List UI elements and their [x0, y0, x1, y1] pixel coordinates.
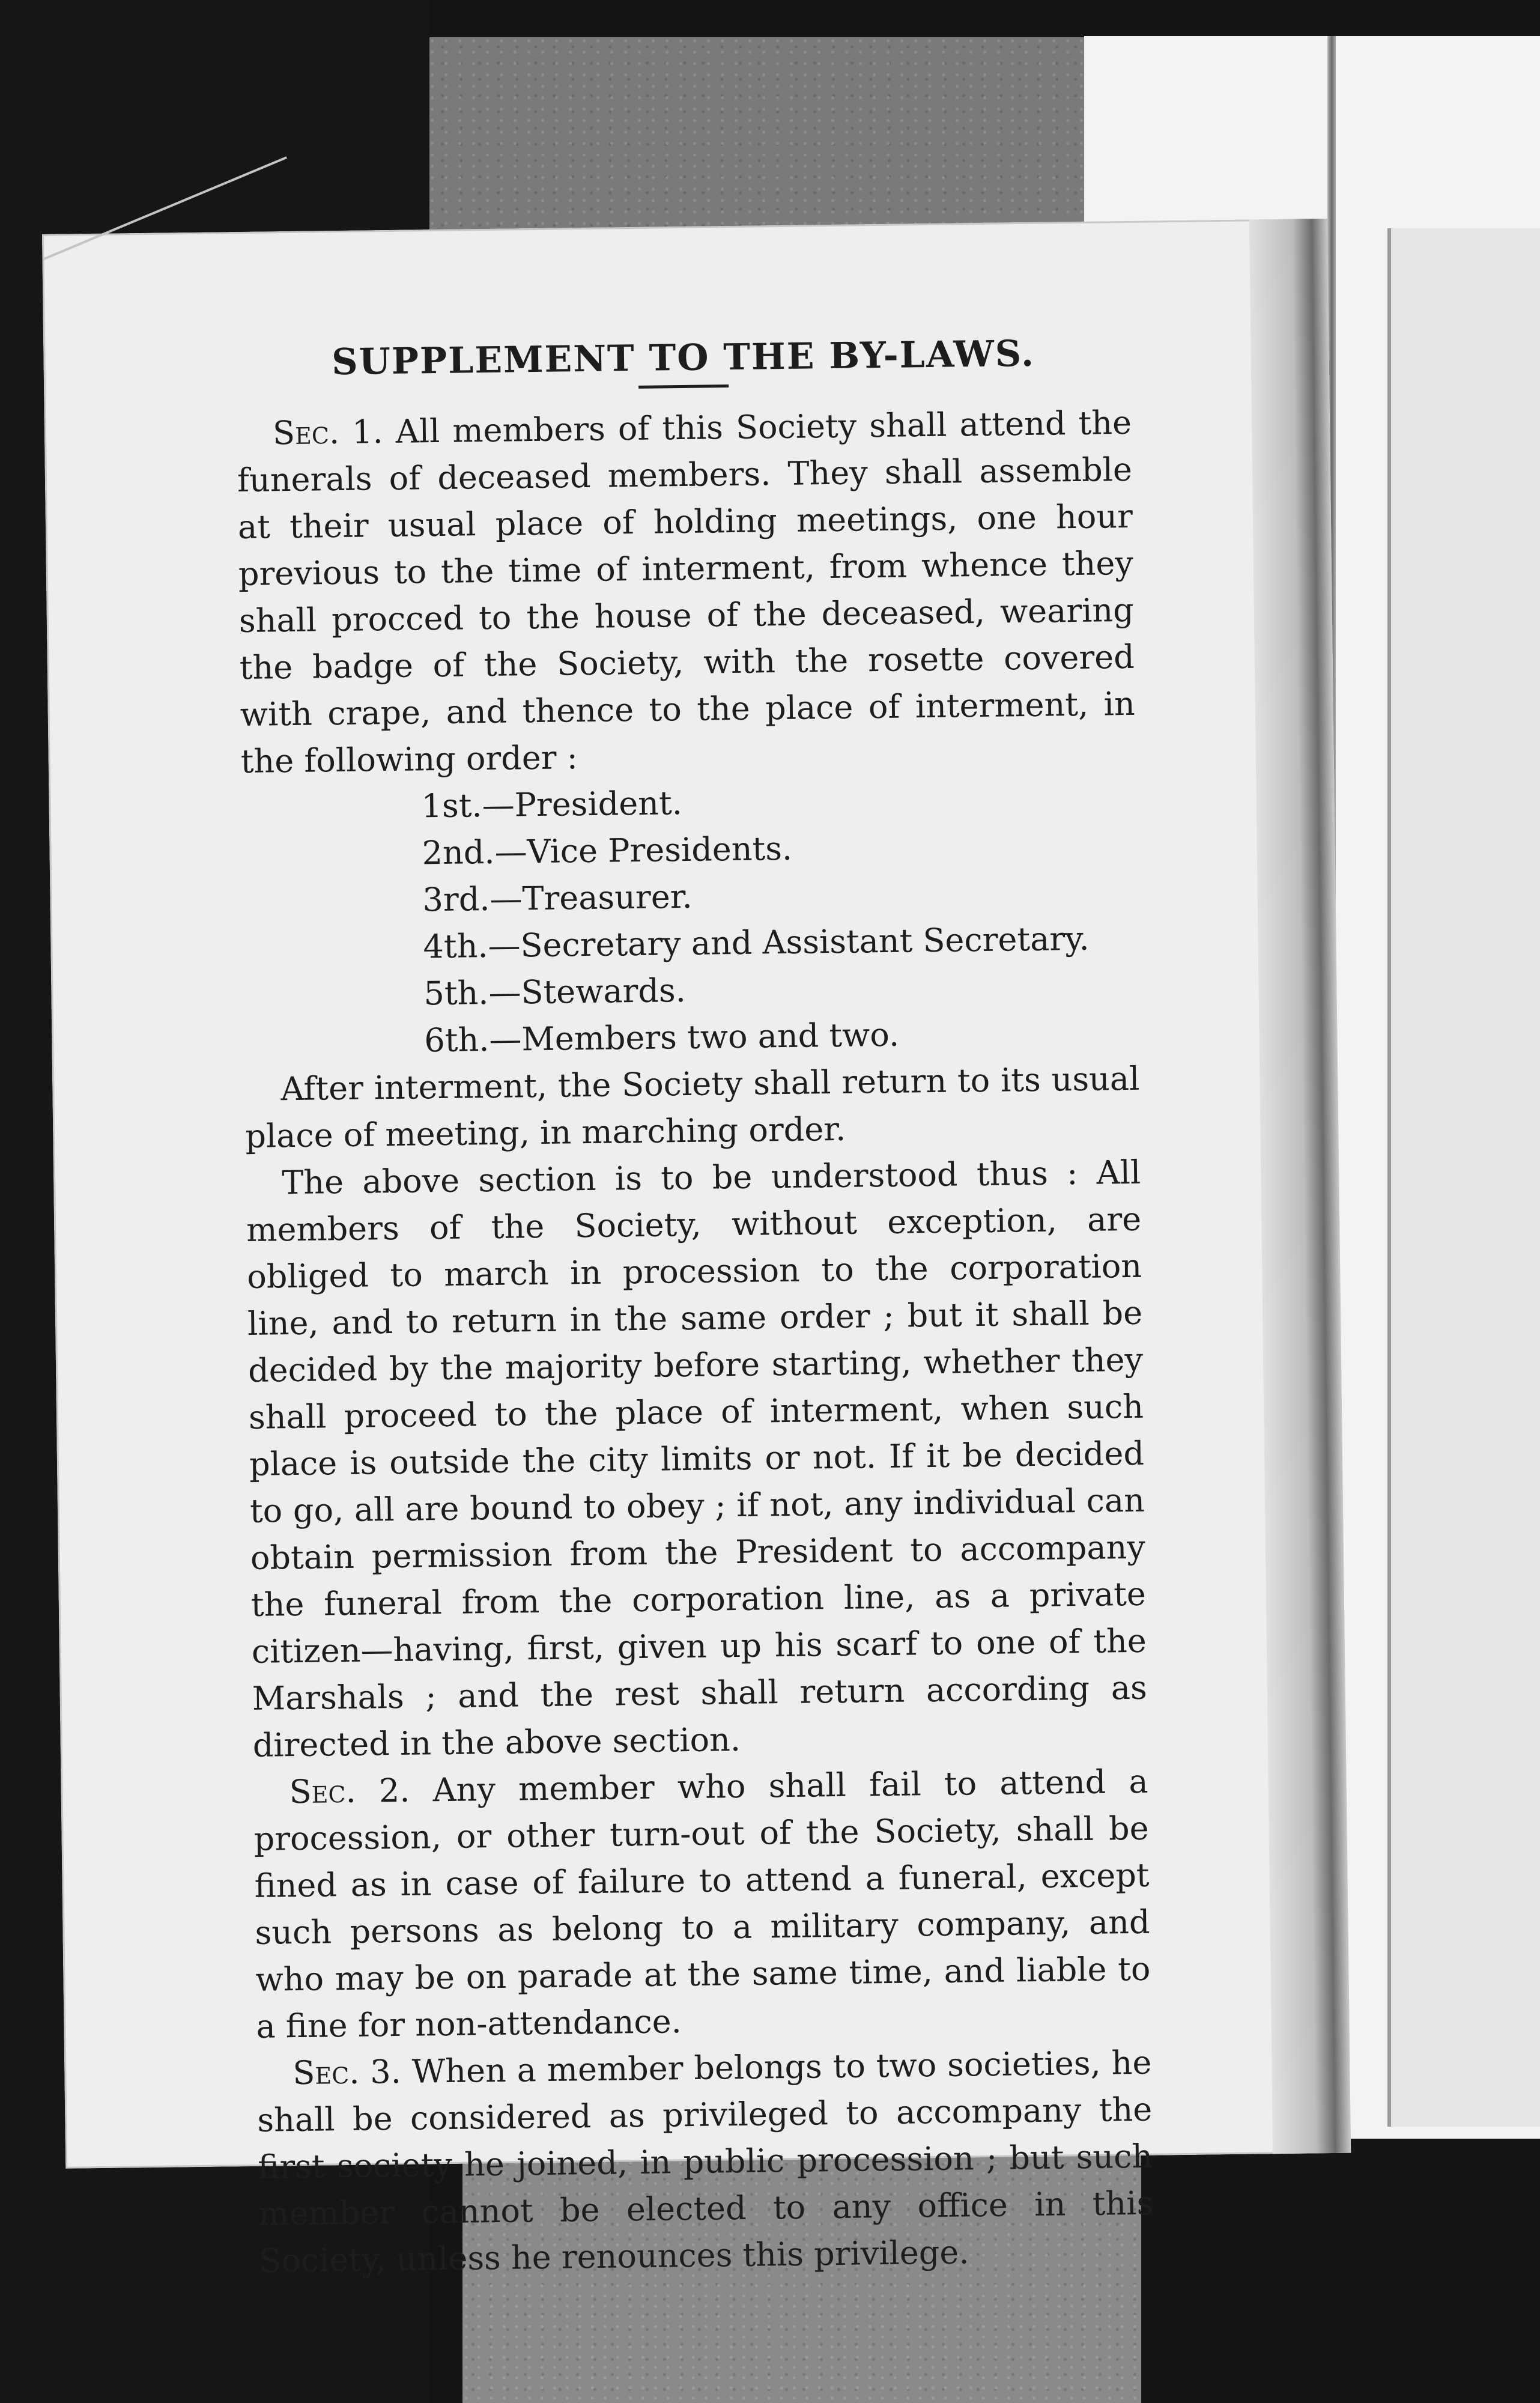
understood-paragraph: The above section is to be understood thus : All members of the Society, without exception, are obliged to march in procession to the corporation line, and to return in the same order ; but it shall be decided by the majority before starting, whether they shall proceed to the place of interment, when such place is outside the city limits or not. If it be decided to go, all are bound to obey ; if not, any individual can obtain permission from the President to accompany the funeral from the corporation line, as a private citizen—having, first, given up his scarf to one of the Marshals ; and the rest shall return according as directed in the above section. [246, 1153, 1148, 1764]
order-item: 4th.—Secretary and Assistant Secretary. [423, 919, 1090, 966]
section-2-label: Sec. 2. [289, 1771, 410, 1811]
document-title: SUPPLEMENT TO THE BY-LAWS. [331, 332, 1035, 384]
order-item: 2nd.—Vice Presidents. [422, 829, 793, 872]
section-1 [237, 399, 1136, 785]
section-3-label: Sec. 3. [293, 2052, 402, 2092]
order-item: 1st.—President. [421, 784, 683, 825]
document-page [42, 219, 1351, 2280]
after-interment-paragraph: After interment, the Society shall return to its usual place of meeting, in marching order. [244, 1059, 1140, 1155]
document-text [235, 329, 1154, 2285]
procession-order-list [241, 774, 1139, 1066]
section-2-text: Any member who shall fail to attend a procession, or other turn-out of the Society, shall be fined as in case of failure to attend a funeral, except such persons as belong to a military company, and who may be on parade at the same time, and liable to a fine for non-attendance. [253, 1762, 1151, 2046]
dark-background-corner [1141, 2139, 1540, 2403]
section-3-text: When a member belongs to two societies, he shall be considered as privileged to accompany the first society he joined, in public procession ; but such member cannot be elected to any office in this Society, unless he renounces this privilege. [256, 2043, 1154, 2280]
order-item: 3rd.—Treasurer. [422, 877, 693, 919]
order-item: 5th.—Stewards. [423, 971, 687, 1013]
adjacent-page-inner [1387, 228, 1540, 2127]
section-2 [253, 1758, 1151, 2050]
title-rule [638, 384, 729, 389]
section-1-label: Sec. 1. [272, 413, 384, 452]
order-item: 6th.—Members two and two. [424, 1015, 900, 1060]
section-3 [256, 2040, 1154, 2285]
section-1-text: All members of this Society shall attend the funerals of deceased members. They shall assemble at their usual place of holding meetings, one hour previous to the time of interment, from whence they shall procced to the house of the deceased, wearing the badge of the Society, with the rosette covered with crape, and thence to the place of interment, in the following order : [237, 403, 1136, 781]
